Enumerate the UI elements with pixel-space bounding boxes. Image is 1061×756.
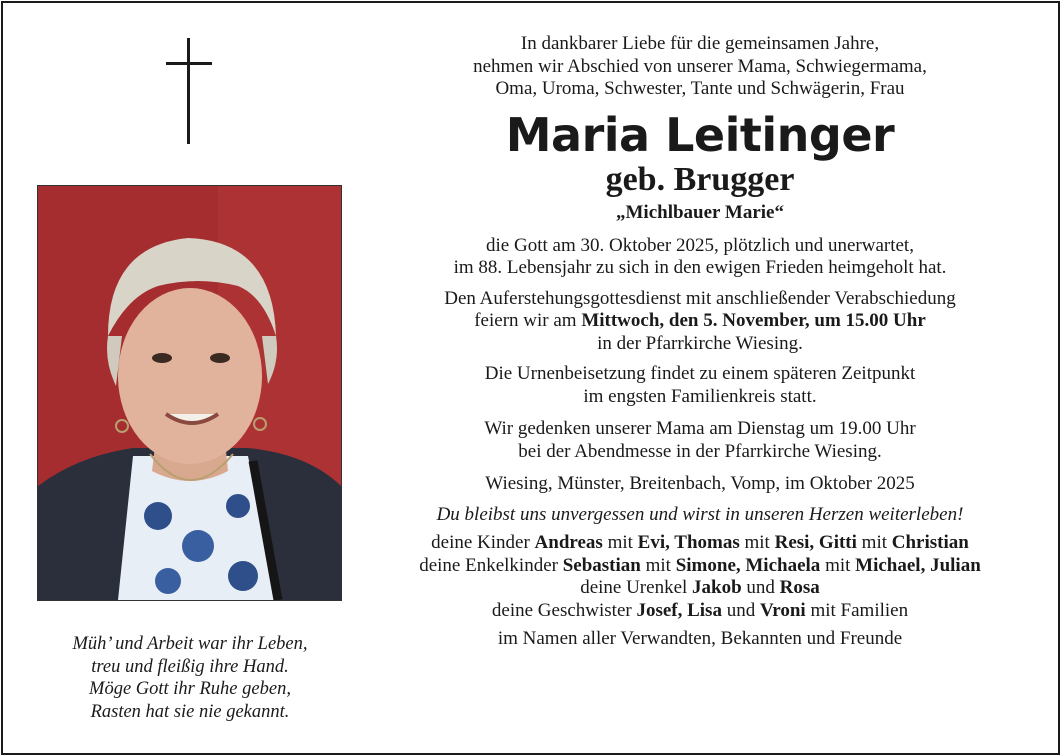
- death-notice-line: die Gott am 30. Oktober 2025, plötzlich und unerwartet,: [486, 234, 914, 256]
- service-line: Den Auferstehungsgottesdienst mit anschließender Verabschiedung: [444, 287, 956, 309]
- service-line: in der Pfarrkirche Wiesing.: [597, 332, 803, 354]
- portrait-photo: [37, 185, 342, 601]
- portrait-illustration: [38, 186, 341, 600]
- intro-line: Oma, Uroma, Schwester, Tante und Schwägerin, Frau: [495, 78, 905, 99]
- intro-line: nehmen wir Abschied von unserer Mama, Schwiegermama,: [473, 55, 927, 77]
- mourners-children: deine Kinder Andreas mit Evi, Thomas mit Resi, Gitti mit Christian: [431, 532, 969, 553]
- funeral-service: [370, 288, 1030, 356]
- mourners-closing: im Namen aller Verwandten, Bekannten und Freunde: [497, 628, 903, 649]
- mourners-great-grandchildren: deine Urenkel Jakob und Rosa: [580, 577, 820, 598]
- urn-line: im engsten Familienkreis statt.: [583, 385, 817, 407]
- death-notice-line: im 88. Lebensjahr zu sich in den ewigen Frieden heimgeholt hat.: [453, 257, 947, 278]
- poem-line: Möge Gott ihr Ruhe geben,: [89, 679, 291, 699]
- deceased-name: Maria Leitinger: [505, 107, 895, 162]
- memorial-poem: [20, 633, 360, 723]
- remembrance-line: bei der Abendmesse in der Pfarrkirche Wiesing.: [518, 440, 882, 462]
- poem-line: treu und fleißig ihre Hand.: [91, 656, 289, 677]
- cross-icon: [166, 38, 212, 144]
- remembrance-line: Wir gedenken unserer Mama am Dienstag um 19.00 Uhr: [484, 418, 916, 439]
- poem-line: Müh’ und Arbeit war ihr Leben,: [72, 634, 308, 654]
- nickname: „Michlbauer Marie“: [616, 201, 784, 223]
- farewell-quote: Du bleibst uns unvergessen und wirst in unseren Herzen weiterleben!: [436, 503, 964, 525]
- mourners-grandchildren: deine Enkelkinder Sebastian mit Simone, Michaela mit Michael, Julian: [419, 554, 981, 576]
- mourners-list: [370, 532, 1030, 651]
- intro-line: In dankbarer Liebe für die gemeinsamen Jahre,: [520, 33, 880, 54]
- service-date: Mittwoch, den 5. November, um 15.00 Uhr: [581, 310, 926, 331]
- poem-line: Rasten hat sie nie gekannt.: [90, 701, 290, 722]
- obituary-text: [370, 33, 1030, 651]
- urn-line: Die Urnenbeisetzung findet zu einem späteren Zeitpunkt: [484, 363, 916, 384]
- service-prefix: feiern wir am: [474, 310, 582, 331]
- maiden-name: geb. Brugger: [605, 160, 795, 198]
- service-line: [370, 310, 1030, 333]
- mourners-siblings: deine Geschwister Josef, Lisa und Vroni mit Familien: [491, 599, 909, 621]
- place-date: Wiesing, Münster, Breitenbach, Vomp, im Oktober 2025: [485, 473, 915, 494]
